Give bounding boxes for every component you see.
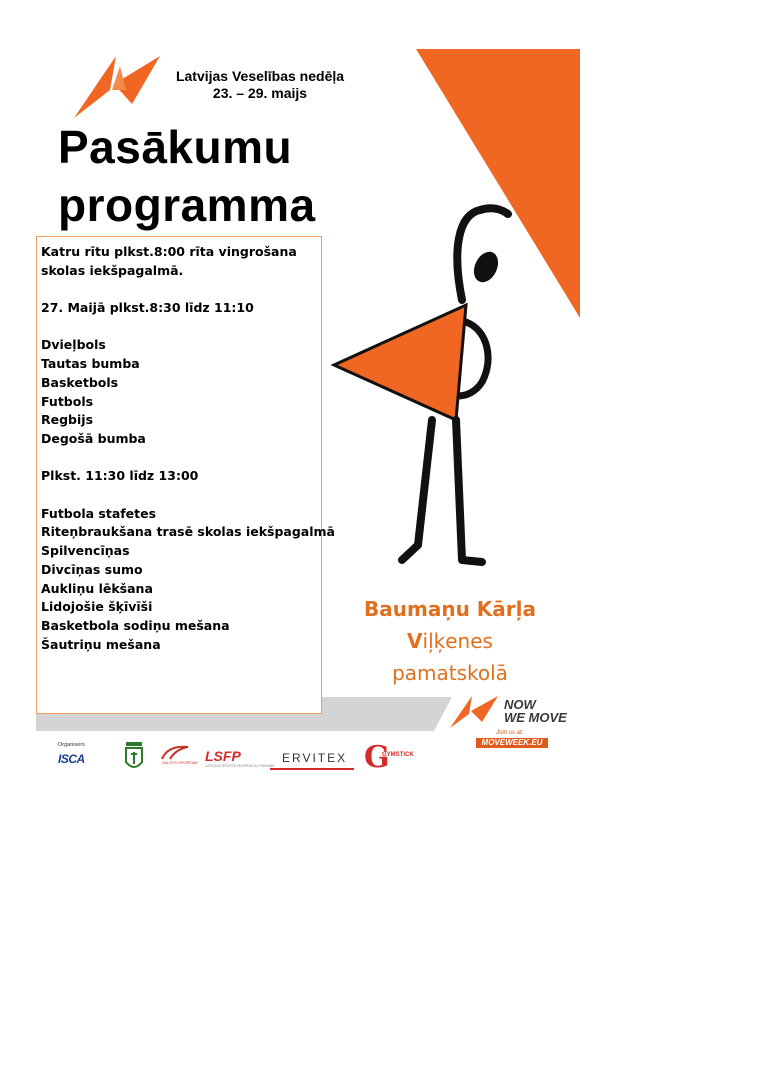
join-us-text: Join us at: xyxy=(496,730,524,736)
program-line xyxy=(41,280,317,299)
program-line: Lidojošie šķīvīši xyxy=(41,599,153,615)
we-move-text: WE MOVE xyxy=(504,710,567,725)
page-title xyxy=(58,118,316,234)
organisers-label: Organisers xyxy=(58,742,85,748)
program-line: Regbijs xyxy=(41,412,94,428)
program-line: Plkst. 11:30 līdz 13:00 xyxy=(41,468,199,484)
program-line: Degošā bumba xyxy=(41,431,146,446)
gymstick-g-logo: G xyxy=(364,740,390,775)
program-line: Basketbols xyxy=(41,374,119,390)
valsts-sportam-text: VALSTS SPORTAM xyxy=(162,760,198,765)
now-we-move-text xyxy=(504,698,567,724)
school-line-2 xyxy=(350,625,550,657)
program-line xyxy=(41,318,317,337)
program-line: Futbola stafetes xyxy=(41,505,157,521)
program-line: Riteņbraukšana trasē skolas iekšpagalmā xyxy=(41,524,335,540)
stick-figure-illustration xyxy=(330,46,590,586)
moveweek-link[interactable]: MOVEWEEK.EU xyxy=(476,738,548,748)
program-box xyxy=(36,236,335,714)
title-line-2: programma xyxy=(58,179,316,231)
program-line: Divcīņas sumo xyxy=(41,561,143,577)
program-line: 27. Maijā plkst.8:30 līdz 11:10 xyxy=(41,300,254,316)
gymstick-text: GYMSTICK xyxy=(382,752,414,758)
school-line-1: Baumaņu Kārļa xyxy=(364,597,536,621)
isca-logo: ISCA xyxy=(58,752,85,766)
ervitex-underline xyxy=(270,768,354,770)
event-name: Latvijas Veselības nedēļa xyxy=(175,68,345,84)
school-line-2-initial: V xyxy=(407,629,423,653)
title-line-1: Pasākumu xyxy=(58,121,293,173)
ervitex-logo: ERVITEX xyxy=(282,751,348,765)
lsfp-logo: LSFP xyxy=(205,748,241,764)
school-name xyxy=(350,593,550,689)
event-dates: 23. – 29. maijs xyxy=(212,85,308,101)
program-line: Futbols xyxy=(41,393,94,409)
program-line: Aukliņu lēkšana xyxy=(41,580,153,596)
school-line-2-rest: iļķenes xyxy=(422,629,493,653)
program-line xyxy=(41,449,317,468)
program-line xyxy=(41,486,317,505)
body-triangle xyxy=(334,305,466,420)
program-line: Spilvencīņas xyxy=(41,543,130,559)
now-text: NOW xyxy=(504,697,536,712)
program-line: Basketbola sodiņu mešana xyxy=(41,618,230,633)
school-line-3: pamatskolā xyxy=(392,661,508,685)
program-line: Dvieļbols xyxy=(41,337,106,353)
program-line: Tautas bumba xyxy=(41,356,140,372)
program-line: Katru rītu plkst.8:00 rīta vingrošana skolas iekšpagalmā. xyxy=(41,244,297,278)
now-we-move-small-logo-icon xyxy=(450,694,502,730)
top-orange-triangle xyxy=(416,49,580,318)
shield-logo-icon xyxy=(124,742,144,772)
lsfp-subtitle: LATVIJAS SPORTA FEDERĀCIJU PADOME xyxy=(205,764,275,768)
program-line: Šautriņu mešana xyxy=(41,636,161,652)
